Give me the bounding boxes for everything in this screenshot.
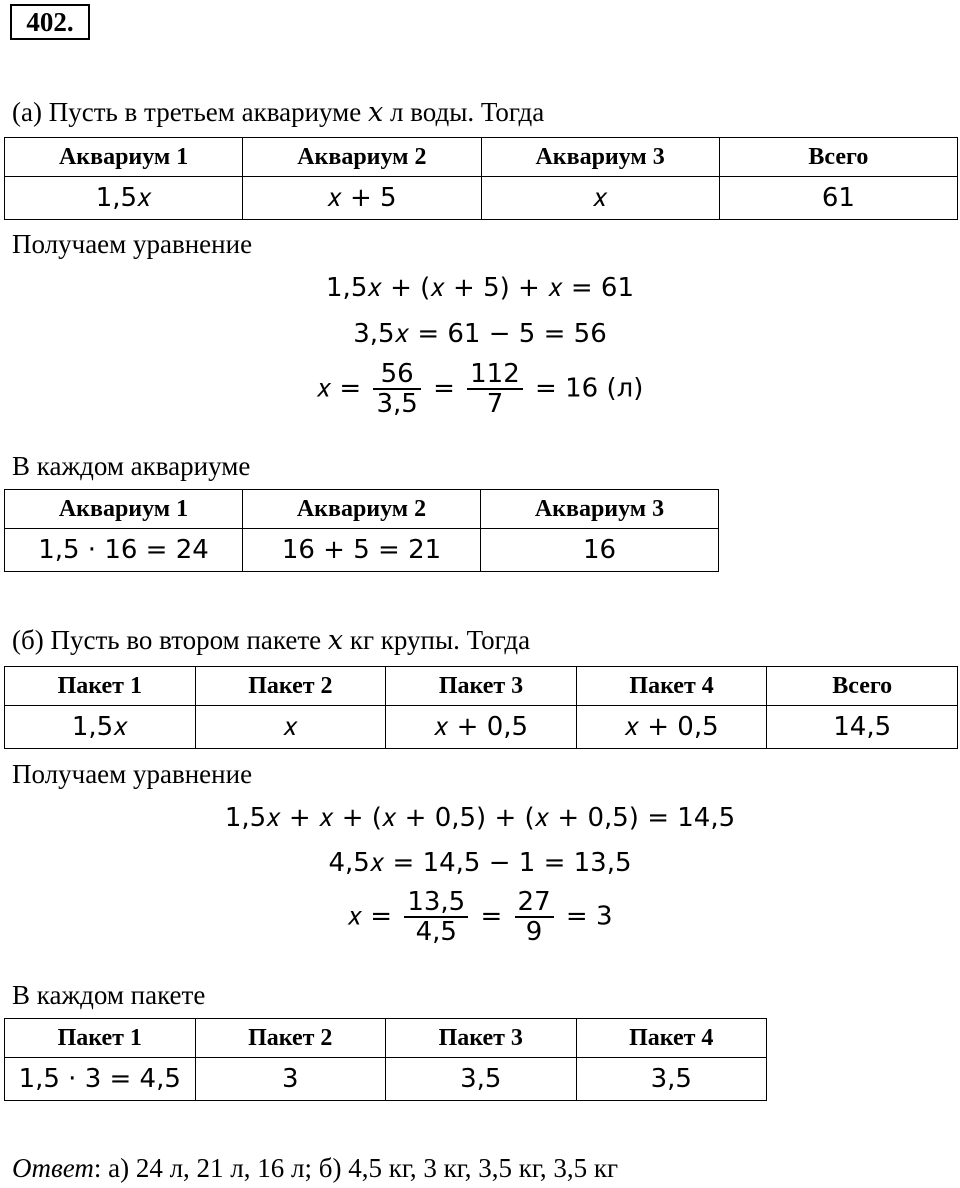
table-header-cell: Аквариум 2 (243, 138, 481, 177)
part-b-table-2 (4, 1018, 767, 1101)
fraction (404, 888, 468, 946)
table-cell: 𝑥 (481, 177, 719, 220)
table-header-cell: Пакет 3 (386, 1019, 577, 1058)
part-b-intro: (б) Пусть во втором пакете 𝑥 кг крупы. Тогда (12, 625, 531, 655)
part-b-table-1 (4, 666, 958, 749)
table-cell: 3,5 (386, 1058, 577, 1101)
fraction-denominator: 9 (525, 917, 543, 947)
eq-rhs: = 16 (л) (535, 373, 644, 404)
table-row (5, 706, 958, 749)
table-header-cell: Всего (719, 138, 957, 177)
table-cell: 1,5𝑥 (5, 177, 243, 220)
table-cell: 3 (195, 1058, 386, 1101)
table-cell: 𝑥 (195, 706, 386, 749)
table-header-cell: Всего (767, 667, 958, 706)
table-header-cell: Пакет 4 (576, 667, 767, 706)
part-a-equation-1: 1,5𝑥 + (𝑥 + 5) + 𝑥 = 61 (326, 273, 634, 303)
eq-sign: = (480, 901, 503, 932)
part-a-intro: (а) Пусть в третьем аквариуме 𝑥 л воды. Тогда (12, 97, 545, 127)
table-cell: 16 + 5 = 21 (243, 529, 481, 572)
table-cell: 61 (719, 177, 957, 220)
fraction-denominator: 3,5 (376, 389, 418, 419)
table-header-cell: Аквариум 3 (481, 138, 719, 177)
part-b-equation-3 (0, 888, 960, 946)
part-b-each-label: В каждом пакете (12, 980, 206, 1010)
eq-sign: = (433, 373, 455, 404)
answer-line (12, 1152, 618, 1184)
fraction-numerator: 56 (373, 360, 420, 390)
table-header-row (5, 1019, 767, 1058)
fraction-numerator: 27 (515, 888, 554, 918)
table-header-cell: Пакет 3 (386, 667, 577, 706)
part-b-equation-1: 1,5𝑥 + 𝑥 + (𝑥 + 0,5) + (𝑥 + 0,5) = 14,5 (224, 803, 736, 833)
fraction (373, 360, 420, 418)
fraction (515, 888, 554, 946)
part-b-equation-2: 4,5𝑥 = 14,5 − 1 = 13,5 (328, 848, 632, 878)
table-cell: 1,5 · 16 = 24 (5, 529, 243, 572)
answer-text: : а) 24 л, 21 л, 16 л; б) 4,5 кг, 3 кг, 3,5 кг, 3,5 кг (93, 1153, 619, 1183)
answer-label: Ответ (12, 1153, 94, 1183)
table-header-cell: Аквариум 3 (481, 490, 719, 529)
table-cell: 𝑥 + 0,5 (576, 706, 767, 749)
table-header-cell: Пакет 1 (5, 1019, 196, 1058)
table-row (5, 529, 719, 572)
table-header-cell: Пакет 4 (576, 1019, 767, 1058)
table-row (5, 177, 958, 220)
table-header-cell: Пакет 2 (195, 1019, 386, 1058)
table-cell: 3,5 (576, 1058, 767, 1101)
fraction (467, 360, 523, 418)
problem-number: 402. (10, 4, 90, 40)
table-cell: 𝑥 + 0,5 (386, 706, 577, 749)
table-header-row (5, 138, 958, 177)
table-header-cell: Пакет 2 (195, 667, 386, 706)
table-header-cell: Аквариум 1 (5, 138, 243, 177)
part-a-each-label: В каждом аквариуме (12, 451, 251, 481)
part-a-table-2 (4, 489, 719, 572)
fraction-numerator: 112 (467, 360, 523, 390)
table-cell: 14,5 (767, 706, 958, 749)
table-header-cell: Пакет 1 (5, 667, 196, 706)
table-header-row (5, 490, 719, 529)
table-row (5, 1058, 767, 1101)
table-cell: 1,5 · 3 = 4,5 (5, 1058, 196, 1101)
part-a-equation-2: 3,5𝑥 = 61 − 5 = 56 (353, 319, 607, 349)
eq-lhs: 𝑥 = (316, 373, 362, 404)
table-cell: 𝑥 + 5 (243, 177, 481, 220)
fraction-numerator: 13,5 (404, 888, 468, 918)
part-b-equation-label: Получаем уравнение (12, 759, 253, 789)
table-header-cell: Аквариум 2 (243, 490, 481, 529)
table-cell: 1,5𝑥 (5, 706, 196, 749)
eq-rhs: = 3 (565, 901, 613, 932)
part-a-equation-label: Получаем уравнение (12, 229, 253, 259)
eq-lhs: 𝑥 = (347, 901, 393, 932)
table-cell: 16 (481, 529, 719, 572)
part-a-equation-3 (0, 360, 960, 418)
part-a-table-1 (4, 137, 958, 220)
table-header-cell: Аквариум 1 (5, 490, 243, 529)
fraction-denominator: 7 (486, 389, 504, 419)
fraction-denominator: 4,5 (415, 917, 457, 947)
table-header-row (5, 667, 958, 706)
